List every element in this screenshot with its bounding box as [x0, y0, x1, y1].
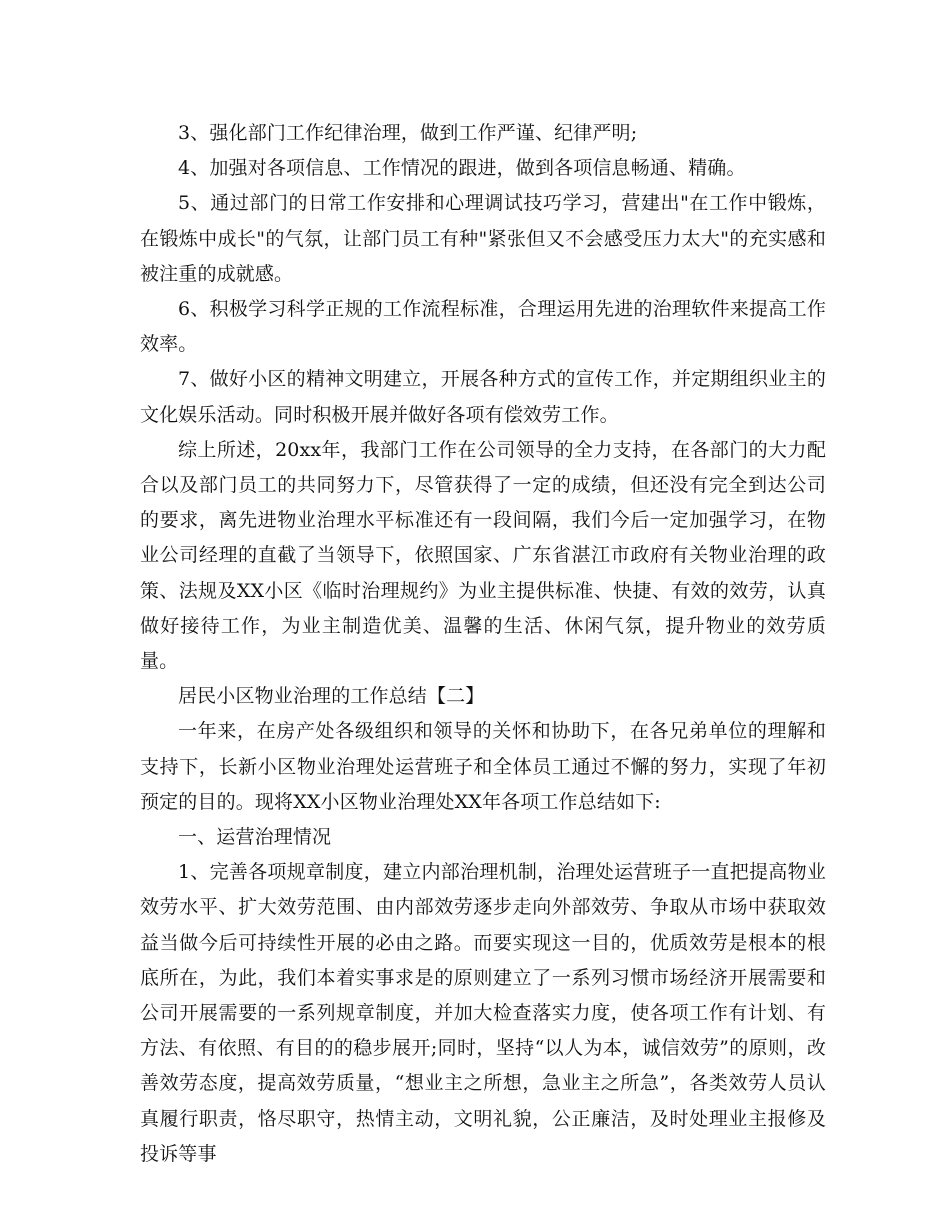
section-title: 居民小区物业治理的工作总结【二】 — [178, 685, 485, 708]
paragraph-item-4: 4、加强对各项信息、工作情况的跟进，做到各项信息畅通、精确。 — [178, 157, 746, 180]
item-1-paragraph: 1、完善各项规章制度，建立内部治理机制，治理处运营班子一直把提高物业效劳水平、扩大效劳范围、由内部效劳逐步走向外部效劳、争取从市场中获取效益当做今后可持续性开展的必由之路。而要实现这一目的，优质效劳是根本的根底所在，为此，我们本着实事求是的原则建立了一系列习惯市场经济开展需要和公司开展需要的一系列规章制度，并加大检查落实力度，使各项工作有计划、有方法、有依照、有目的的稳步展开;同时，坚持“以人为本，诚信效劳”的原则，改善效劳态度，提高效劳质量，“想业主之所想，急业主之所急”，各类效劳人员认真履行职责，恪尽职守，热情主动，文明礼貌，公正廉洁，及时处理业主报修及投诉等事 — [140, 861, 826, 1165]
document-body — [140, 116, 826, 1172]
paragraph-item-7: 7、做好小区的精神文明建立，开展各种方式的宣传工作，并定期组织业主的文化娱乐活动。同时积极开展并做好各项有偿效劳工作。 — [140, 368, 826, 426]
paragraph-item-5: 5、通过部门的日常工作安排和心理调试技巧学习，营建出"在工作中锻炼，在锻炼中成长"的气氛，让部门员工有种"紧张但又不会感受压力太大"的充实感和被注重的成就感。 — [140, 192, 826, 285]
paragraph-item-3: 3、强化部门工作纪律治理，做到工作严谨、纪律严明; — [178, 122, 638, 144]
intro-paragraph: 一年来，在房产处各级组织和领导的关怀和协助下，在各兄弟单位的理解和支持下，长新小区物业治理处运营班子和全体员工通过不懈的努力，实现了年初预定的目的。现将XX小区物业治理处XX年各项工作总结如下: — [140, 720, 826, 813]
summary-paragraph: 综上所述，20xx年，我部门工作在公司领导的全力支持，在各部门的大力配合以及部门员工的共同努力下，尽管获得了一定的成绩，但还没有完全到达公司的要求，离先进物业治理水平标准还有一段间隔，我们今后一定加强学习，在物业公司经理的直截了当领导下，依照国家、广东省湛江市政府有关物业治理的政策、法规及XX小区《临时治理规约》为业主提供标准、快捷、有效的效劳，认真做好接待工作，为业主制造优美、温馨的生活、休闲气氛，提升物业的效劳质量。 — [140, 438, 826, 673]
subsection-heading: 一、运营治理情况 — [178, 826, 332, 849]
paragraph-item-6: 6、积极学习科学正规的工作流程标准，合理运用先进的治理软件来提高工作效率。 — [140, 298, 826, 356]
